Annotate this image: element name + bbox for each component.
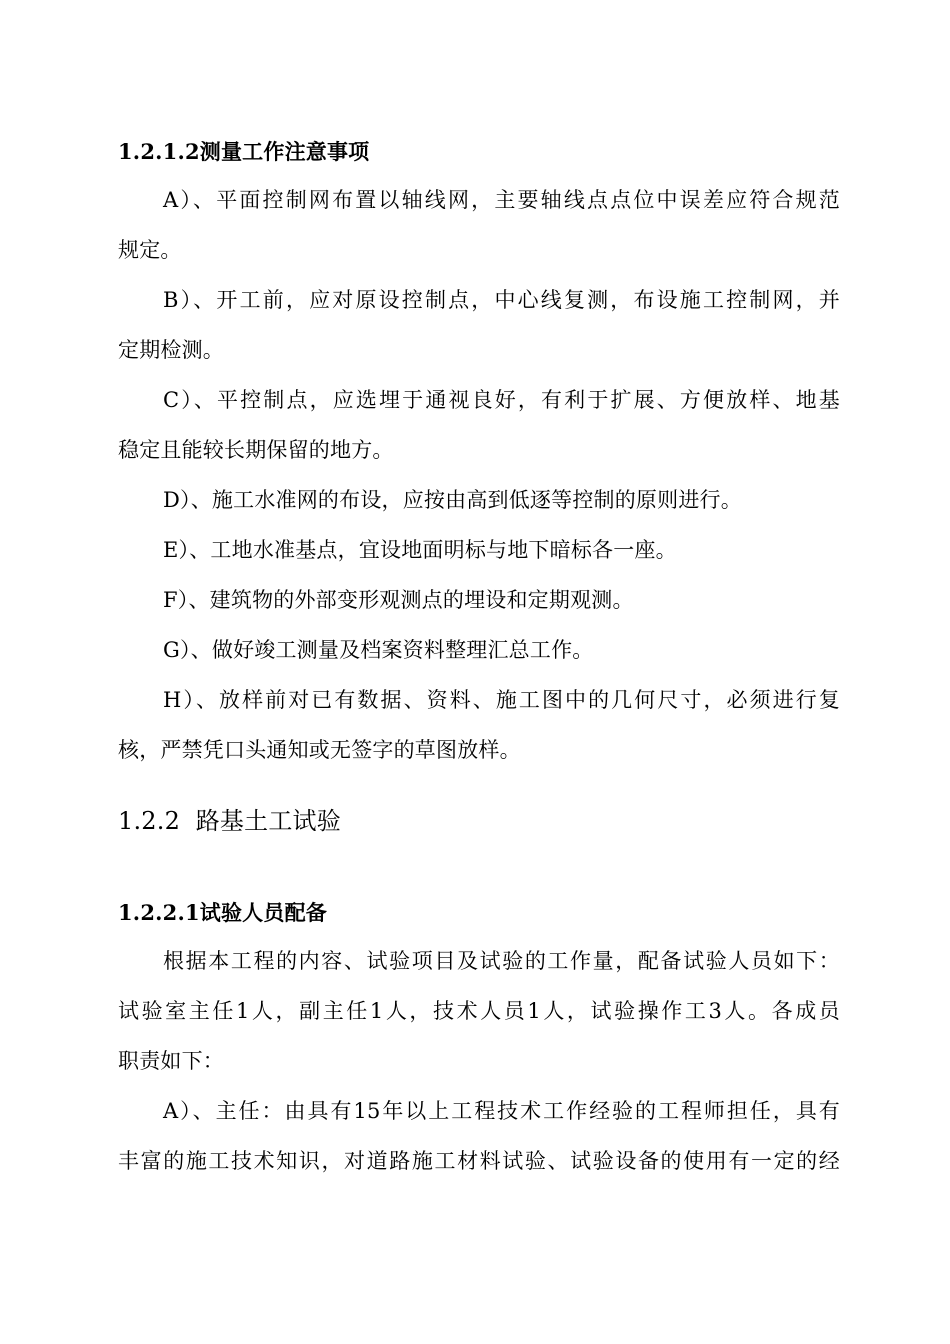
- heading-1-2-2-1: 1.2.2.1试验人员配备: [118, 900, 327, 925]
- item-b-line2: 定期检测。: [118, 338, 224, 362]
- item-h-line1: H）、放样前对已有数据、资料、施工图中的几何尺寸，必须进行复: [163, 688, 840, 712]
- staffing-para-line3: 职责如下：: [118, 1049, 224, 1073]
- item-d: D）、施工水准网的布设，应按由高到低逐等控制的原则进行。: [163, 488, 742, 512]
- item-a-line1: A）、平面控制网布置以轴线网，主要轴线点点位中误差应符合规范: [163, 188, 840, 212]
- heading-1-2-1-2: 1.2.1.2测量工作注意事项: [118, 139, 370, 164]
- item-a-line2: 规定。: [118, 238, 182, 262]
- item-b-line1: B）、开工前，应对原设控制点，中心线复测，布设施工控制网，并: [163, 288, 840, 312]
- staffing-para-line1: 根据本工程的内容、试验项目及试验的工作量，配备试验人员如下：: [163, 949, 840, 973]
- item-g: G）、做好竣工测量及档案资料整理汇总工作。: [163, 638, 594, 662]
- item-e: E）、工地水准基点，宜设地面明标与地下暗标各一座。: [163, 538, 677, 562]
- director-line1: A）、主任：由具有15年以上工程技术工作经验的工程师担任，具有: [163, 1099, 840, 1123]
- item-h-line2: 核，严禁凭口头通知或无签字的草图放样。: [118, 738, 521, 762]
- item-c-line1: C）、平控制点，应选埋于通视良好，有利于扩展、方便放样、地基: [163, 388, 840, 412]
- heading-1-2-2: 1.2.2 路基土工试验: [118, 807, 341, 835]
- item-f: F）、建筑物的外部变形观测点的埋设和定期观测。: [163, 588, 634, 612]
- director-line2: 丰富的施工技术知识，对道路施工材料试验、试验设备的使用有一定的经: [118, 1149, 840, 1173]
- staffing-para-line2: 试验室主任1人，副主任1人，技术人员1人，试验操作工3人。各成员: [118, 999, 840, 1023]
- item-c-line2: 稳定且能较长期保留的地方。: [118, 438, 394, 462]
